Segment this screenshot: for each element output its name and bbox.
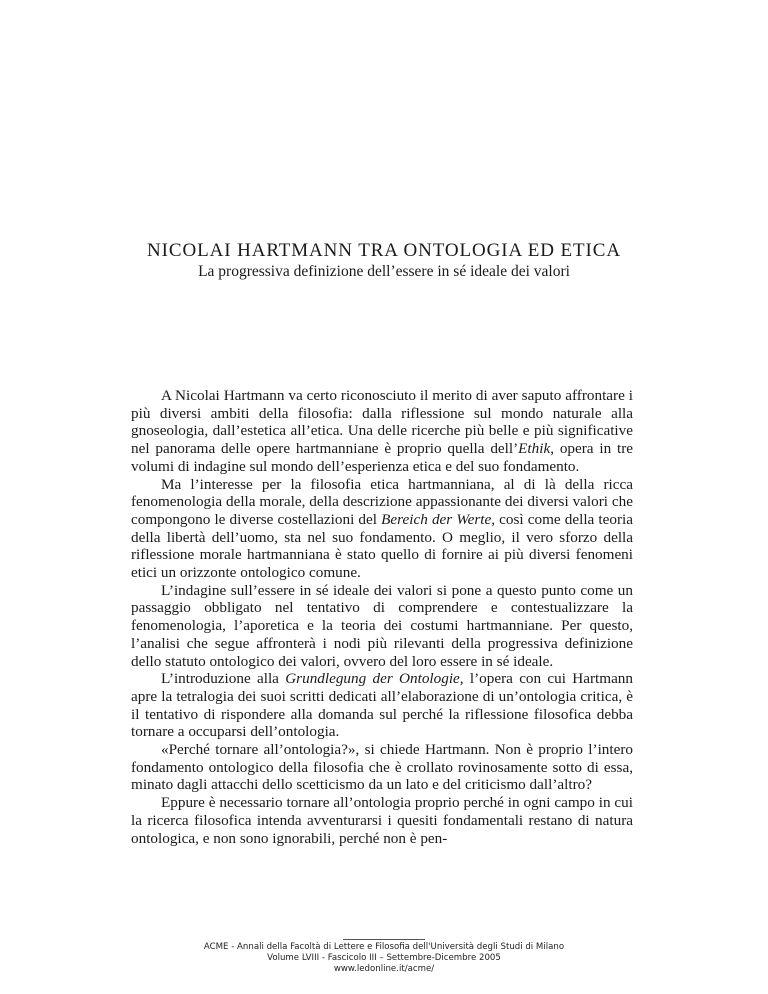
footer-volume-info: Volume LVIII - Fascicolo III – Settembre-Dicembre 2005 <box>267 953 501 963</box>
text-segment: «Perché tornare all’ontologia?», si chiede Hartmann. Non è proprio l’intero fondamento ontologico della filosofia che è crollato rovinosamente sotto di essa, minato dagli attacchi dello scetticismo da un lato e del criticismo dall’altro? <box>131 741 633 794</box>
page-footer <box>0 942 768 975</box>
paragraph <box>131 670 633 741</box>
paragraph <box>131 794 633 847</box>
text-segment: L’introduzione alla <box>161 670 286 688</box>
text-segment: L’indagine sull’essere in sé ideale dei valori si pone a questo punto come un passaggio obbligato nel tentativo di comprendere e contestualizzare la fenomenologia, l’aporetica e la teoria dei costumi hartmanniane. Per questo, l’analisi che segue affronterà i nodi più rilevanti della progressiva definizione dello statuto ontologico dei valori, ovvero del loro essere in sé ideale. <box>131 581 633 670</box>
footer-divider <box>343 939 425 940</box>
text-segment: , così come della teoria della libertà dell’uomo, sta nel suo fondamento. O meglio, il vero sforzo della riflessione morale hartmanniana è stato quello di fornire ai più diversi fenomeni etici un orizzonte ontologico comune. <box>131 510 633 582</box>
italic-title-ethik: Ethik <box>518 440 551 458</box>
article-subtitle: La progressiva definizione dell’essere in sé ideale dei valori <box>198 263 570 280</box>
paragraph <box>131 582 633 671</box>
text-segment: A Nicolai Hartmann va certo riconosciuto il merito di aver saputo affrontare i più diversi ambiti della filosofia: dalla riflessione sul mondo naturale alla gnoseologia, dall’estetica all’etica. Una delle ricerche più belle e più significative nel panorama delle opere hartmanniane è proprio quella dell’ <box>131 387 633 458</box>
italic-title-bereich-der-werte: Bereich der Werte <box>381 510 492 528</box>
footer-url: www.ledonline.it/acme/ <box>333 964 435 974</box>
text-segment: Eppure è necessario tornare all’ontologia proprio perché in ogni campo in cui la ricerca filosofica intenda avventurarsi i quesiti fondamentali restano di natura ontologica, e non sono ignorabili, perché non è pen- <box>131 794 633 847</box>
text-segment: , l’opera con cui Hartmann apre la tetralogia dei suoi scritti dedicati all’elaborazione di un’ontologia critica, è il tentativo di rispondere alla domanda sul perché la riflessione filosofica debba tornare a occuparsi dell’ontologia. <box>131 670 633 741</box>
italic-title-grundlegung: Grundlegung der Ontologie <box>285 670 460 688</box>
article-heading <box>0 240 768 282</box>
paragraph <box>131 476 633 582</box>
footer-journal-name: ACME - Annali della Facoltà di Lettere e Filosofia dell'Università degli Studi di Milano <box>203 942 565 952</box>
text-segment: Ma l’interesse per la filosofia etica hartmanniana, al di là della ricca fenomenologia della morale, della descrizione appassionante dei diversi valori che compongono le diverse costellazioni del <box>131 475 633 528</box>
paragraph <box>131 387 633 476</box>
text-segment: , opera in tre volumi di indagine sul mondo dell’esperienza etica e del suo fondamento. <box>131 440 633 475</box>
article-body <box>131 387 633 847</box>
article-title: NICOLAI HARTMANN TRA ONTOLOGIA ED ETICA <box>147 240 621 261</box>
paragraph <box>131 741 633 794</box>
